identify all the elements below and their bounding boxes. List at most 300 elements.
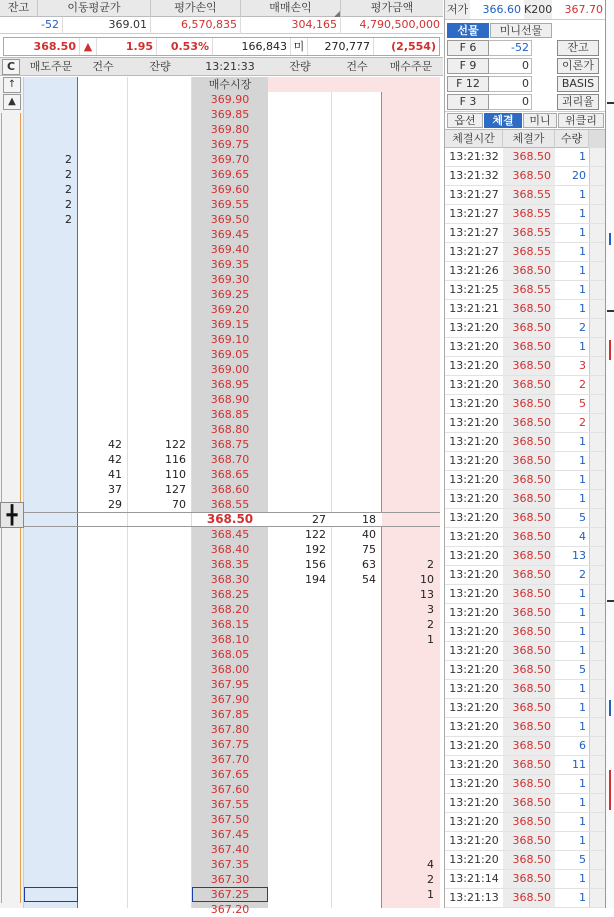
order-row[interactable] [0,182,443,197]
info-button[interactable]: 잔고 [557,40,599,56]
order-row[interactable] [0,227,443,242]
trade-qty: 1 [579,644,586,657]
low-label: 저가 [445,0,470,19]
trade-qty: 6 [579,739,586,752]
order-row[interactable] [0,407,443,422]
trade-price: 368.50 [512,416,551,429]
sell-order-cell[interactable]: 2 [65,213,72,226]
order-row[interactable] [0,137,443,152]
fkey-row[interactable] [447,94,532,110]
trade-row [445,490,606,509]
trade-row [445,414,606,433]
trade-qty: 1 [579,777,586,790]
trade-price: 368.50 [512,853,551,866]
buy-order-cell[interactable]: 2 [427,618,434,631]
volume: 166,843 [213,38,291,55]
fkey-row[interactable] [447,40,532,56]
order-row[interactable] [0,122,443,137]
trade-row [445,338,606,357]
price-cell[interactable]: 368.70 [210,453,250,466]
price-cell[interactable]: 367.30 [210,873,250,886]
trade-price: 368.50 [512,625,551,638]
trade-row [445,889,606,908]
trade-time: 13:21:20 [449,511,499,524]
crosshair-cursor-icon[interactable]: ╋ [0,502,24,528]
order-row[interactable] [0,782,443,797]
trade-price: 368.55 [512,245,551,258]
fkey-label[interactable]: F 12 [447,76,489,92]
tab-executions[interactable]: 체결 [484,113,522,128]
order-row[interactable] [0,872,443,887]
price-cell[interactable]: 369.30 [210,273,250,286]
tab-weekly[interactable]: 위클리 [558,113,604,128]
trade-time: 13:21:26 [449,264,499,277]
price-cell[interactable]: 367.55 [210,798,250,811]
trade-time: 13:21:20 [449,777,499,790]
trade-row [445,528,606,547]
order-row[interactable] [0,512,443,527]
order-row[interactable] [0,542,443,557]
trade-price: 368.50 [512,872,551,885]
trade-price: 368.50 [512,606,551,619]
price-change: 1.95 [97,38,157,55]
trade-qty: 1 [579,150,586,163]
order-row[interactable] [0,722,443,737]
order-row[interactable] [0,272,443,287]
price-cell[interactable]: 368.45 [210,528,250,541]
order-row[interactable] [0,812,443,827]
col-sell-qty: 잔량 [149,60,171,73]
price-cell[interactable]: 369.05 [210,348,250,361]
price-cell[interactable]: 369.90 [210,93,250,106]
buy-qty-cell: 122 [305,528,326,541]
trade-price: 368.55 [512,226,551,239]
price-cell[interactable]: 369.45 [210,228,250,241]
price-cell[interactable]: 369.10 [210,333,250,346]
trade-qty: 1 [579,473,586,486]
trade-qty: 1 [579,815,586,828]
order-row[interactable] [0,212,443,227]
sell-selection-box[interactable] [24,887,78,902]
price-cell[interactable]: 368.15 [210,618,250,631]
sell-order-cell[interactable]: 2 [65,168,72,181]
order-row[interactable] [0,167,443,182]
trade-qty: 2 [579,378,586,391]
trade-qty: 1 [579,245,586,258]
trade-price: 368.50 [512,359,551,372]
trade-time: 13:21:20 [449,796,499,809]
buy-order-cell[interactable]: 13 [420,588,434,601]
order-row[interactable] [0,77,443,92]
order-row[interactable] [0,152,443,167]
order-row[interactable] [0,287,443,302]
info-button[interactable]: 이론가 [557,58,599,74]
fkey-label[interactable]: F 3 [447,94,489,110]
order-row[interactable] [0,887,443,902]
trade-qty: 1 [579,796,586,809]
trade-time: 13:21:20 [449,454,499,467]
sell-qty-cell: 122 [165,438,186,451]
price-cell[interactable]: 369.50 [210,213,250,226]
scroll-up-button[interactable]: ↑ [3,77,21,93]
trade-row [445,794,606,813]
trade-qty: 1 [579,625,586,638]
order-row[interactable] [0,347,443,362]
order-row[interactable] [0,737,443,752]
trade-qty: 1 [579,891,586,904]
price-cell[interactable]: 368.55 [210,498,250,511]
order-row[interactable] [0,857,443,872]
trade-qty: 1 [579,188,586,201]
change-rate: 0.53% [157,38,213,55]
trade-time: 13:21:20 [449,359,499,372]
price-cell[interactable]: 367.95 [210,678,250,691]
trade-time: 13:21:20 [449,416,499,429]
order-row[interactable] [0,302,443,317]
price-cell[interactable]: 368.35 [210,558,250,571]
sell-count-cell: 41 [108,468,122,481]
price-cell[interactable]: 368.75 [210,438,250,451]
buy-qty-cell: 156 [305,558,326,571]
sell-order-cell[interactable]: 2 [65,183,72,196]
price-cell[interactable]: 369.60 [210,183,250,196]
trade-row [445,205,606,224]
trade-row [445,547,606,566]
order-row[interactable] [0,482,443,497]
trade-row [445,262,606,281]
low-value: 366.60 [482,3,521,16]
order-row[interactable] [0,662,443,677]
order-row[interactable] [0,602,443,617]
price-cell[interactable]: 368.50 [206,512,254,526]
buy-count-cell: 18 [362,513,376,526]
price-cell[interactable]: 369.85 [210,108,250,121]
price-cell[interactable]: 368.30 [210,573,250,586]
trade-row [445,224,606,243]
trade-row [445,452,606,471]
buy-order-cell[interactable]: 3 [427,603,434,616]
trade-qty: 1 [579,454,586,467]
price-cell[interactable]: 368.40 [210,543,250,556]
trade-time: 13:21:32 [449,150,499,163]
order-row[interactable] [0,797,443,812]
trade-price: 368.50 [512,530,551,543]
sell-qty-cell: 70 [172,498,186,511]
trade-qty: 1 [579,264,586,277]
trade-row [445,775,606,794]
order-row[interactable] [0,677,443,692]
order-row[interactable] [0,437,443,452]
trade-time: 13:21:20 [449,682,499,695]
trade-qty: 2 [579,568,586,581]
k200-label: K200 [524,0,552,19]
header-eval-pl: 평가손익 [151,0,241,17]
trade-time: 13:21:20 [449,549,499,562]
trade-price: 368.50 [512,492,551,505]
trade-panel [444,0,605,908]
buy-order-cell[interactable]: 10 [420,573,434,586]
order-row[interactable] [0,752,443,767]
trade-price: 368.50 [512,663,551,676]
trade-pl-value: 304,165 [241,17,341,34]
price-cell[interactable]: 369.20 [210,303,250,316]
price-cell[interactable]: 367.45 [210,828,250,841]
trade-header [445,129,606,148]
trade-row [445,281,606,300]
trade-price: 368.50 [512,834,551,847]
price-cell[interactable]: 369.65 [210,168,250,181]
trade-time: 13:21:20 [449,853,499,866]
tab-futures[interactable]: 선물 [447,23,489,38]
fkey-value: -52 [489,40,532,56]
price-cell[interactable]: 367.75 [210,738,250,751]
buy-order-cell[interactable]: 1 [427,633,434,646]
avg-price-value: 369.01 [63,17,151,34]
tab-mini-futures[interactable]: 미니선물 [490,23,552,38]
trade-time: 13:21:13 [449,891,499,904]
trade-row [445,148,606,167]
fkey-label[interactable]: F 6 [447,40,489,56]
sell-order-cell[interactable]: 2 [65,198,72,211]
trade-qty: 1 [579,492,586,505]
order-row[interactable] [0,647,443,662]
order-row[interactable] [0,422,443,437]
trade-time: 13:21:20 [449,606,499,619]
trade-row [445,870,606,889]
balance-value: -52 [0,17,63,34]
col-time: 13:21:33 [205,60,255,73]
trade-qty: 5 [579,397,586,410]
header-trade-pl: 매매손익 [241,0,341,17]
order-grid [0,77,443,916]
order-row[interactable] [0,392,443,407]
open-interest: 270,777 [308,38,374,55]
buy-count-cell: 40 [362,528,376,541]
tab-options[interactable]: 옵션 [447,113,483,128]
buy-order-cell[interactable]: 4 [427,858,434,871]
trade-price: 368.50 [512,473,551,486]
order-row[interactable] [0,377,443,392]
trade-price: 368.50 [512,511,551,524]
trade-time: 13:21:20 [449,834,499,847]
price-cell[interactable]: 369.40 [210,243,250,256]
trade-row [445,319,606,338]
trade-price: 368.55 [512,188,551,201]
price-cell[interactable]: 369.75 [210,138,250,151]
trade-qty: 5 [579,663,586,676]
trade-qty: 1 [579,701,586,714]
info-button[interactable]: BASIS [557,76,599,92]
trade-time: 13:21:27 [449,226,499,239]
price-cell[interactable]: 368.85 [210,408,250,421]
price-cell[interactable]: 369.80 [210,123,250,136]
trade-qty: 1 [579,435,586,448]
price-cell[interactable]: 367.60 [210,783,250,796]
sell-qty-cell: 116 [165,453,186,466]
price-cell[interactable]: 367.50 [210,813,250,826]
price-cell[interactable]: 368.10 [210,633,250,646]
trade-price: 368.50 [512,815,551,828]
trade-time: 13:21:20 [449,530,499,543]
trade-time: 13:21:20 [449,340,499,353]
market-row-bg [268,77,382,92]
trade-qty: 1 [579,682,586,695]
price-cell[interactable]: 367.85 [210,708,250,721]
sell-qty-cell: 127 [165,483,186,496]
trade-row [445,718,606,737]
order-row[interactable] [0,242,443,257]
price-cell[interactable]: 369.15 [210,318,250,331]
order-row[interactable] [0,692,443,707]
trade-price: 368.50 [512,169,551,182]
trade-row [445,604,606,623]
fkey-row[interactable] [447,58,532,74]
trade-time: 13:21:20 [449,587,499,600]
col-buy-order: 매수주문 [389,60,433,73]
price-cell[interactable]: 367.40 [210,843,250,856]
scrollbar-corner [589,130,606,148]
order-row[interactable] [0,617,443,632]
price-cell[interactable]: 368.05 [210,648,250,661]
price-cell[interactable]: 368.95 [210,378,250,391]
current-price: 368.50 [4,38,80,55]
buy-order-cell[interactable]: 2 [427,558,434,571]
triangle-up-button[interactable]: ▲ [3,94,21,110]
order-row[interactable] [0,332,443,347]
trade-price: 368.50 [512,150,551,163]
low-price-bar [445,0,606,20]
order-row[interactable] [0,197,443,212]
trade-qty: 1 [579,302,586,315]
order-row[interactable] [0,497,443,512]
order-row[interactable] [0,827,443,842]
sell-count-cell: 29 [108,498,122,511]
trade-qty: 5 [579,853,586,866]
price-cell[interactable]: 367.25 [210,888,250,901]
price-cell[interactable]: 369.25 [210,288,250,301]
header-balance: 잔고 [0,0,38,17]
order-row[interactable] [0,572,443,587]
trade-qty: 1 [579,872,586,885]
buy-qty-cell: 194 [305,573,326,586]
trade-row [445,680,606,699]
sell-count-cell: 37 [108,483,122,496]
trade-row [445,357,606,376]
trade-time: 13:21:20 [449,815,499,828]
account-header [0,0,443,17]
trade-time: 13:21:27 [449,188,499,201]
trade-row [445,433,606,452]
trade-qty: 4 [579,530,586,543]
price-cell[interactable]: 368.25 [210,588,250,601]
trade-qty: 1 [579,834,586,847]
price-bar [3,37,440,56]
price-cell[interactable]: 369.70 [210,153,250,166]
price-cell[interactable]: 368.65 [210,468,250,481]
trade-qty: 1 [579,340,586,353]
c-button[interactable]: C [2,59,20,75]
trade-time: 13:21:25 [449,283,499,296]
order-row[interactable] [0,452,443,467]
trade-qty: 2 [579,321,586,334]
price-selection-box[interactable] [192,887,268,902]
trade-row [445,167,606,186]
buy-order-cell[interactable]: 2 [427,873,434,886]
price-cell[interactable]: 매수시장 [208,78,252,91]
order-row[interactable] [0,707,443,722]
price-cell[interactable]: 367.65 [210,768,250,781]
trade-price: 368.50 [512,891,551,904]
tab-mini[interactable]: 미니 [523,113,557,128]
price-cell[interactable]: 368.60 [210,483,250,496]
order-row[interactable] [0,527,443,542]
price-cell[interactable]: 367.70 [210,753,250,766]
price-cell[interactable]: 369.35 [210,258,250,271]
order-row[interactable] [0,767,443,782]
trade-row [445,642,606,661]
trade-time: 13:21:32 [449,169,499,182]
order-row[interactable] [0,557,443,572]
trade-price: 368.50 [512,454,551,467]
trade-price: 368.50 [512,302,551,315]
trade-qty: 1 [579,207,586,220]
price-cell[interactable]: 367.20 [210,903,250,916]
price-cell[interactable]: 369.00 [210,363,250,376]
price-cell[interactable]: 367.35 [210,858,250,871]
col-exec-time: 체결시간 [445,130,503,148]
order-row[interactable] [0,362,443,377]
price-cell[interactable]: 368.90 [210,393,250,406]
trade-row [445,699,606,718]
trade-price: 368.50 [512,264,551,277]
trade-qty: 2 [579,416,586,429]
order-row[interactable] [0,467,443,482]
trade-qty: 3 [579,359,586,372]
order-row[interactable] [0,632,443,647]
trade-time: 13:21:20 [449,758,499,771]
price-cell[interactable]: 367.80 [210,723,250,736]
price-cell[interactable]: 368.80 [210,423,250,436]
order-row[interactable] [0,317,443,332]
order-row[interactable] [0,587,443,602]
sell-order-cell[interactable]: 2 [65,153,72,166]
fkey-row[interactable] [447,76,532,92]
fkey-label[interactable]: F 9 [447,58,489,74]
order-row[interactable] [0,92,443,107]
buy-qty-cell: 27 [312,513,326,526]
price-cell[interactable]: 368.20 [210,603,250,616]
price-cell[interactable]: 369.55 [210,198,250,211]
trade-price: 368.50 [512,644,551,657]
trade-price: 368.50 [512,378,551,391]
info-button[interactable]: 괴리율 [557,94,599,110]
header-avg-price: 이동평균가 [38,0,151,17]
buy-order-cell[interactable]: 1 [427,888,434,901]
price-cell[interactable]: 368.00 [210,663,250,676]
order-row[interactable] [0,902,443,917]
grid-header [0,57,443,76]
oi-change: (2,554) [391,40,436,53]
fkey-value: 0 [489,58,532,74]
trade-time: 13:21:20 [449,663,499,676]
trade-price: 368.50 [512,587,551,600]
trade-row [445,300,606,319]
trade-time: 13:21:20 [449,492,499,505]
price-cell[interactable]: 367.90 [210,693,250,706]
order-row[interactable] [0,107,443,122]
order-row[interactable] [0,842,443,857]
order-row[interactable] [0,257,443,272]
